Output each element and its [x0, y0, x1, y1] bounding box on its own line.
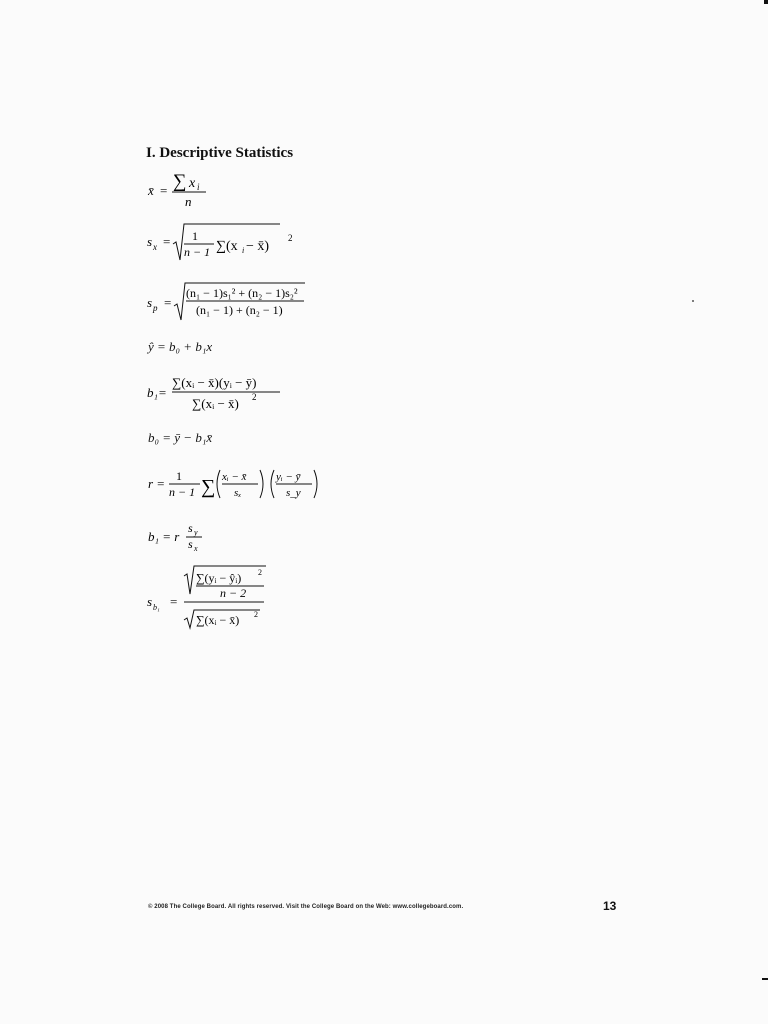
copyright-footer: © 2008 The College Board. All rights reserved. Visit the College Board on the Web: www.collegeboard.com.	[148, 904, 464, 910]
sp-num: (n₁ − 1)s₁² + (n₂ − 1)s₂²	[186, 286, 298, 300]
sx-eq: =	[163, 234, 171, 249]
formula-sb1	[140, 562, 320, 636]
mean-num: x	[189, 176, 196, 191]
r-p2-den: s_y	[286, 487, 301, 499]
page-number: 13	[603, 899, 617, 913]
b1-den: ∑(xᵢ − x̄)	[192, 396, 239, 411]
sx-sum-tail: − x̄)	[246, 239, 270, 254]
formula-b0: b₀ = ȳ − b₁x̄	[148, 430, 213, 445]
sx-lhs-sub: x	[153, 242, 157, 252]
b1-exp: 2	[252, 392, 257, 402]
sb1-top-den: n − 2	[220, 586, 247, 600]
b1-alt-num: s	[188, 521, 193, 535]
mean-eq: =	[160, 183, 168, 198]
formula-b1-alt	[140, 520, 260, 556]
formula-yhat: ŷ = b₀ + b₁x	[148, 339, 213, 354]
scan-edge-mark-bottom	[762, 978, 768, 980]
r-p2-num: yᵢ − ȳ	[276, 471, 301, 483]
scan-dust-mark	[692, 300, 694, 302]
sx-frac-num: 1	[192, 229, 198, 243]
sb1-lhs: s	[147, 594, 153, 609]
r-frac-num: 1	[176, 469, 182, 483]
sp-lhs-sub: p	[153, 303, 158, 313]
scan-edge-mark	[764, 0, 768, 4]
r-p1-den: sₓ	[234, 487, 242, 499]
sb1-top-num: ∑(yᵢ − ŷᵢ)	[196, 571, 242, 585]
mean-den: n	[185, 194, 192, 209]
mean-lhs: x̄	[148, 183, 154, 198]
section-title: I. Descriptive Statistics	[146, 145, 294, 161]
sb1-bot-exp: 2	[254, 610, 258, 619]
sb1-top-exp: 2	[258, 568, 262, 577]
sp-eq: =	[164, 295, 172, 310]
b1-alt-lhs: b₁ = r	[148, 529, 180, 544]
r-sigma: ∑	[201, 476, 216, 498]
sb1-bot: ∑(xᵢ − x̄)	[196, 613, 240, 627]
r-p1-num: xᵢ − x̄	[222, 471, 247, 483]
formula-r	[140, 464, 340, 506]
sb1-lhs-sub: b₁	[153, 603, 160, 612]
sx-lhs: s	[147, 234, 153, 249]
sx-sum-sub: i	[242, 246, 245, 255]
mean-num-sub: i	[197, 182, 200, 192]
sx-frac-den: n − 1	[184, 245, 211, 259]
formula-b1	[140, 370, 320, 416]
b1-lhs: b₁=	[147, 385, 167, 400]
formula-mean	[140, 168, 260, 212]
formula-sx	[140, 220, 340, 270]
b1-alt-den: s	[188, 537, 193, 551]
r-lhs: r =	[148, 476, 166, 491]
formula-sp	[140, 280, 360, 324]
b1-alt-den-sub: x	[194, 544, 198, 553]
sp-den: (n₁ − 1) + (n₂ − 1)	[196, 303, 283, 317]
b1-alt-num-sub: y	[194, 528, 198, 537]
r-frac-den: n − 1	[169, 485, 196, 499]
mean-sigma: ∑	[173, 171, 187, 192]
sx-exp: 2	[288, 233, 293, 243]
sx-sum: ∑(x	[216, 239, 238, 254]
sb1-eq: =	[170, 594, 178, 609]
b1-num: ∑(xᵢ − x̄)(yᵢ − ȳ)	[172, 375, 257, 390]
sp-lhs: s	[147, 295, 153, 310]
